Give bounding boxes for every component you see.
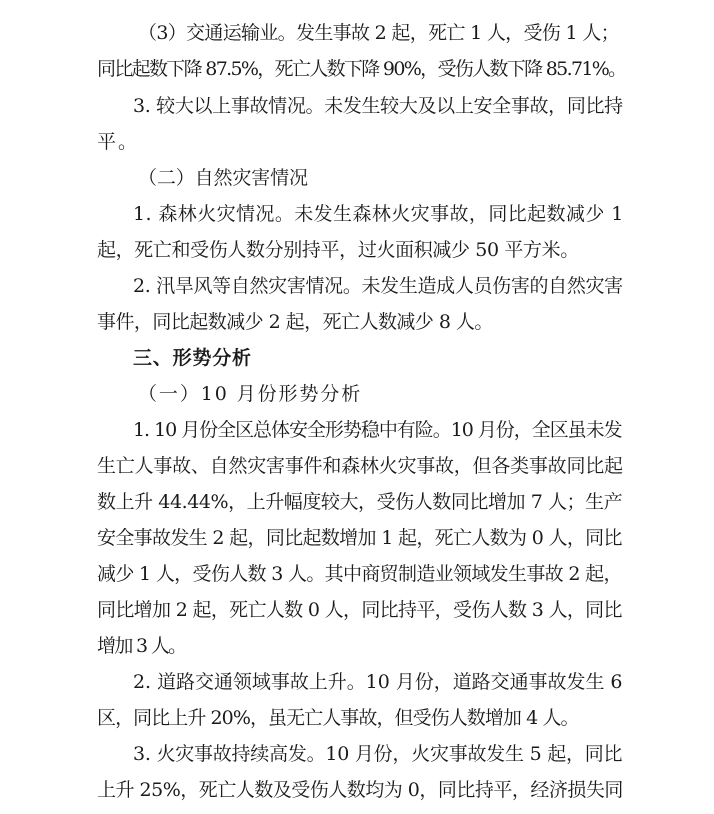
text-line: 上升 25%，死亡人数及受伤人数均为 0，同比持平，经济损失同 xyxy=(97,779,623,801)
text-line: 1. 森林火灾情况。未发生森林火灾事故，同比起数减少 1 xyxy=(133,203,624,225)
text-line: 同比增加 2 起，死亡人数 0 人，同比持平，受伤人数 3 人，同比 xyxy=(97,599,622,621)
text-line: 同比起数下降 87.5%，死亡人数下降 90%，受伤人数下降 85.71%。 xyxy=(97,58,626,80)
text-line: 事件，同比起数减少 2 起，死亡人数减少 8 人。 xyxy=(97,311,493,333)
text-line: 区，同比上升 20%，虽无亡人事故，但受伤人数增加 4 人。 xyxy=(97,707,579,729)
text-line: 3. 较大以上事故情况。未发生较大及以上安全事故，同比持 xyxy=(133,95,623,117)
text-line: 生亡人事故、自然灾害事件和森林火灾事故，但各类事故同比起 xyxy=(97,455,623,477)
text-line: 起，死亡和受伤人数分别持平，过火面积减少 50 平方米。 xyxy=(97,239,579,261)
text-line: 2. 道路交通领域事故上升。10 月份，道路交通事故发生 6 xyxy=(133,671,623,693)
text-line: 3. 火灾事故持续高发。10 月份，火灾事故发生 5 起，同比 xyxy=(133,743,623,765)
section-subheading: （一）10 月份形势分析 xyxy=(138,383,363,405)
text-line: 2. 汛旱风等自然灾害情况。未发生造成人员伤害的自然灾害 xyxy=(133,275,623,297)
text-line: 平。 xyxy=(97,131,140,153)
section-heading: 三、形势分析 xyxy=(133,347,252,369)
text-line: 增加 3 人。 xyxy=(97,635,186,657)
text-line: （3）交通运输业。发生事故 2 起，死亡 1 人，受伤 1 人； xyxy=(138,22,619,44)
text-line: 安全事故发生 2 起，同比起数增加 1 起，死亡人数为 0 人，同比 xyxy=(97,527,622,549)
text-line: 数上升 44.44%，上升幅度较大，受伤人数同比增加 7 人；生产 xyxy=(97,491,623,513)
section-subheading: （二）自然灾害情况 xyxy=(138,167,308,189)
text-line: 减少 1 人，受伤人数 3 人。其中商贸制造业领域发生事故 2 起， xyxy=(97,563,622,585)
text-line: 1. 10 月份全区总体安全形势稳中有险。10 月份，全区虽未发 xyxy=(133,419,622,441)
